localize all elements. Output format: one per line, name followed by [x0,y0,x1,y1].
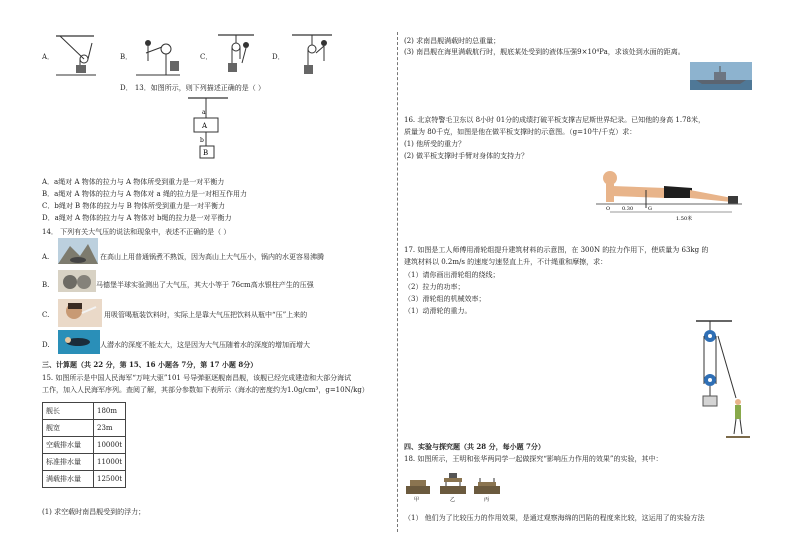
table-row [43,420,126,437]
diver-photo [58,330,100,354]
q14-option-b-text: 马德堡半球实验测出了大气压，其大小等于 76cm高水银柱产生的压强 [96,281,314,289]
q17-sub2: （2）拉力的功率； [404,283,465,291]
drinking-straw-photo [58,299,102,327]
q17-sub3: （3）滑轮组的机械效率； [404,295,486,303]
q18-sub1: （1） 他们为了比较压力的作用效果，是通过观察海绵的凹陷的程度来比较，这运用了的实验方法 [404,514,705,522]
q18-label-bing: 丙 [484,497,490,502]
q13-option-d: D．a绳对 A 物体的拉力与 A 物体对 b绳的拉力是一对平衡力 [42,214,232,222]
q14-option-c-letter: C. [42,311,50,319]
section4-title: 四、实验与探究题（共 28 分，每小题 7分） [404,442,545,451]
table-row [43,471,126,488]
q13-option-a: A．a绳对 A 物体的拉力与 A 物体所受到重力是一对平衡力 [42,178,225,186]
q15-sub3: (3) 南昌舰在海里满载航行时，舰底某处受到的液体压强9×10⁴Pa，求该处到水面的距离。 [404,48,685,56]
ship-parameters-table [42,402,126,488]
q14-option-d-letter: D. [42,341,50,349]
q13-label-a: a [202,109,206,116]
table-row [43,454,126,471]
table-key: 满载排水量 [43,471,94,488]
q12-option-d: D． [272,53,285,61]
q15-sub1: (1) 求空载时南昌舰受到的浮力； [42,508,146,516]
table-key: 舰宽 [43,420,94,437]
q16-line1: 16. 北京特警毛卫东以 8小时 01分的成绩打破平板支撑吉尼斯世界纪录。已知他的身高 1.78米， [404,116,705,124]
table-key: 舰长 [43,403,94,420]
q13-label-b: b [200,137,204,144]
q15-sub2: (2) 求南昌舰满载时的总重量； [404,37,501,45]
q14-option-c-text: 用吸管喝瓶装饮料时，实际上是靠大气压把饮料从瓶中“压”上来的 [104,311,308,319]
q18-line1: 18. 如图所示，王明和张华两同学一起做探究“影响压力作用的效果”的实验，其中： [404,455,663,463]
q14-prompt: 14． 下列有关大气压的说法和现象中，表述不正确的是（ ） [42,228,231,236]
q12-figure-b [136,35,180,77]
q12-figure-d [292,33,332,77]
table-value: 23m [94,420,126,437]
magdeburg-hemispheres-photo [58,270,96,292]
q14-option-b-letter: B. [42,281,50,289]
q13-option-c: C．b绳对 B 物体的拉力与 B 物体所受到重力是一对平衡力 [42,202,226,210]
mountain-cooking-photo [58,238,98,264]
table-key: 标准排水量 [43,454,94,471]
q13-prompt: D． 13．如图所示，则下列描述正确的是（ ） [120,84,265,92]
q18-label-yi: 乙 [450,497,456,502]
q13-label-big-a: A [202,122,208,130]
q15-line1: 15. 如图所示是中国人民海军“万吨大驱”101 号导弹驱逐舰南昌舰，该舰已经完成建造和大部分海试 [42,374,352,382]
q16-d2-label: 1.50米 [676,216,693,222]
pressure-experiment-figure [404,470,504,502]
q17-line2: 建筑材料以 0.2m/s 的速度匀速竖直上升，不计绳重和摩擦，求： [404,258,608,266]
pulley-system-figure [696,318,750,440]
table-value: 12500t [94,471,126,488]
q12-figure-a [56,33,96,77]
q18-label-jia: 甲 [414,497,420,502]
table-row [43,437,126,454]
table-row [43,403,126,420]
q14-option-a-letter: A. [42,253,50,261]
q12-option-c: C． [200,53,213,61]
q12-option-b: B． [120,53,133,61]
plank-figure [596,168,742,224]
table-value: 11000t [94,454,126,471]
q14-option-d-text: 人潜水的深度不能太大，这是因为大气压随着水的深度的增加而增大 [100,341,310,349]
warship-photo [690,62,752,90]
q16-g-label: G [648,206,652,212]
q12-figure-c [218,33,254,77]
q16-o-label: O [606,206,611,212]
q16-d1-label: 0.30 [622,206,634,212]
q13-figure [188,96,228,162]
q16-sub1: (1) 他所受的重力？ [404,140,466,148]
q13-option-b: B．a绳对 A 物体的拉力与 A 物体对 a 绳的拉力是一对相互作用力 [42,190,247,198]
q16-sub2: (2) 做平板支撑时手臂对身体的支持力？ [404,152,529,160]
table-key: 空载排水量 [43,437,94,454]
q16-line2: 质量为 80千克，如图是他在做平板支撑时的示意图。（g=10牛/千克）求： [404,128,637,136]
q15-line2: 工作，加入人民海军序列。查阅了解，其部分参数如下表所示（海水的密度约为1.0g/cm³，g=10N/kg） [42,386,369,394]
q12-option-a: A． [42,53,55,61]
column-divider [397,32,398,532]
table-value: 180m [94,403,126,420]
section3-title: 三、计算题（共 22 分，第 15、16 小题各 7分，第 17 小题 8分） [42,360,258,369]
q13-label-big-b: B [203,149,209,157]
q17-sub1: （1）请你画出滑轮组的绕线； [404,271,500,279]
table-value: 10000t [94,437,126,454]
q17-sub4: （1）动滑轮的重力。 [404,307,472,315]
q14-option-a-text: 在高山上用普通锅煮不熟饭，因为高山上大气压小，锅内的水更容易沸腾 [100,253,324,261]
q17-line1: 17. 如图是工人师傅用滑轮组提升建筑材料的示意图，在 300N 的拉力作用下，使质量为 63kg 的 [404,246,709,254]
